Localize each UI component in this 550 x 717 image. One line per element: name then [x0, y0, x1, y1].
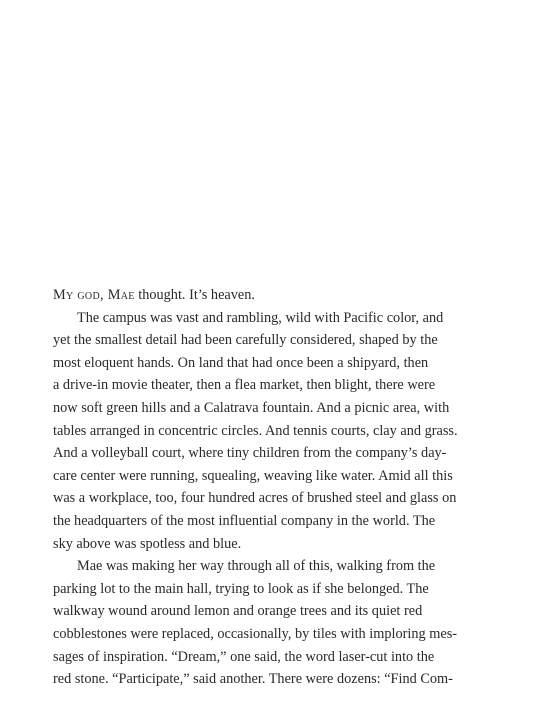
- text-line: a drive-in movie theater, then a flea market, then blight, there were: [53, 377, 436, 394]
- body-text: [53, 284, 501, 691]
- text-line: now soft green hills and a Calatrava fountain. And a picnic area, with: [53, 399, 450, 416]
- text-line: tables arranged in concentric circles. And tennis courts, clay and grass.: [53, 422, 458, 439]
- text-line: yet the smallest detail had been carefully considered, shaped by the: [53, 332, 438, 349]
- text-line: walkway wound around lemon and orange trees and its quiet red: [53, 603, 423, 620]
- text-line: was a workplace, too, four hundred acres of brushed steel and glass on: [53, 490, 457, 507]
- text-line: red stone. “Participate,” said another. There were dozens: “Find Com-: [53, 671, 453, 688]
- text-line: most eloquent hands. On land that had once been a shipyard, then: [53, 354, 429, 371]
- text-line: parking lot to the main hall, trying to look as if she belonged. The: [53, 580, 429, 597]
- text-line: care center were running, squealing, weaving like water. Amid all this: [53, 467, 453, 484]
- text-line: The campus was vast and rambling, wild with Pacific color, and: [77, 309, 444, 326]
- opening-rest: thought. It’s heaven.: [134, 287, 255, 303]
- paragraph-2: [53, 555, 501, 691]
- text-line: And a volleyball court, where tiny children from the company’s day-: [53, 445, 447, 462]
- text-line: cobblestones were replaced, occasionally, by tiles with imploring mes-: [53, 625, 458, 642]
- opening-smallcaps: My god, Mae: [53, 287, 135, 303]
- opening-line: [53, 284, 501, 307]
- text-line: Mae was making her way through all of this, walking from the: [77, 558, 436, 575]
- text-line: sages of inspiration. “Dream,” one said, the word laser-cut into the: [53, 648, 435, 665]
- paragraph-1: [53, 307, 501, 556]
- text-line: the headquarters of the most influential company in the world. The: [53, 512, 436, 529]
- text-line: sky above was spotless and blue.: [53, 535, 242, 552]
